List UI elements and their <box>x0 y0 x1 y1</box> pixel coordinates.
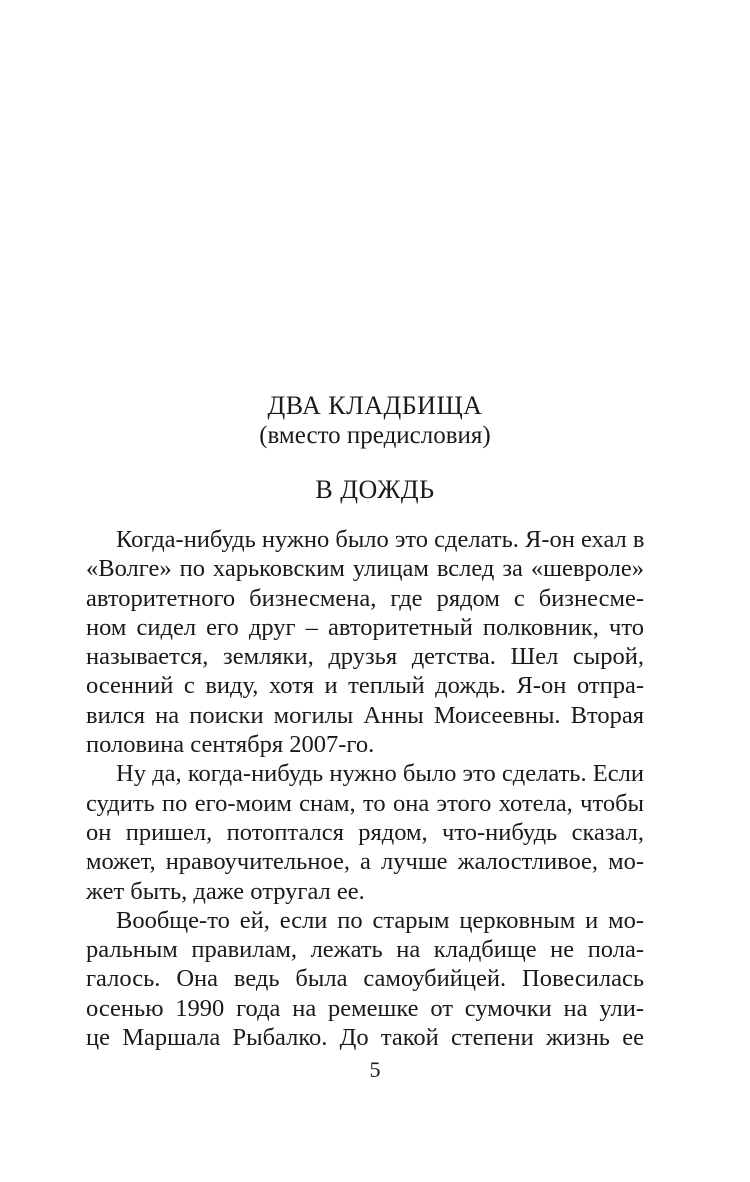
paragraph <box>86 906 644 1052</box>
paragraph <box>86 525 644 759</box>
text-line: ном сидел его друг – авторитетный полковник, что <box>86 613 644 641</box>
text-line: ральным правилам, лежать на кладбище не пола- <box>86 936 644 964</box>
text-line: половина сентября 2007-го. <box>86 731 375 759</box>
page-number: 5 <box>369 1057 381 1082</box>
section-title: В ДОЖДЬ <box>315 475 435 504</box>
text-line: называется, земляки, друзья детства. Шел сырой, <box>86 643 644 671</box>
text-line: Ну да, когда-нибудь нужно было это сделать. Если <box>116 760 644 788</box>
text-line: це Маршала Рыбалко. До такой степени жизнь ее <box>86 1024 644 1052</box>
text-line: осенью 1990 года на ремешке от сумочки на ули- <box>86 994 644 1022</box>
text-line: Когда-нибудь нужно было это сделать. Я-он ехал в <box>116 526 645 553</box>
text-line: он пришел, потоптался рядом, что-нибудь сказал, <box>86 818 644 846</box>
text-line: осенний с виду, хотя и теплый дождь. Я-он отпра- <box>86 672 644 700</box>
chapter-title: ДВА КЛАДБИЩА <box>267 391 483 420</box>
text-line: может, нравоучительное, а лучше жалостливое, мо- <box>86 848 644 876</box>
text-line: «Волге» по харьковским улицам вслед за «шевроле» <box>86 555 644 583</box>
text-line: галось. Она ведь была самоубийцей. Повесилась <box>86 965 644 993</box>
text-line: жет быть, даже отругал ее. <box>86 877 365 905</box>
chapter-subtitle: (вместо предисловия) <box>259 422 491 449</box>
text-line: Вообще-то ей, если по старым церковным и мо- <box>116 906 644 934</box>
text-line: авторитетного бизнесмена, где рядом с бизнесмe- <box>86 584 644 612</box>
text-line: судить по его-моим снам, то она этого хотела, чтобы <box>86 789 644 817</box>
paragraph <box>86 759 644 905</box>
body-text <box>86 525 644 1052</box>
text-line: вился на поиски могилы Анны Моисеевны. Вторая <box>86 701 644 729</box>
